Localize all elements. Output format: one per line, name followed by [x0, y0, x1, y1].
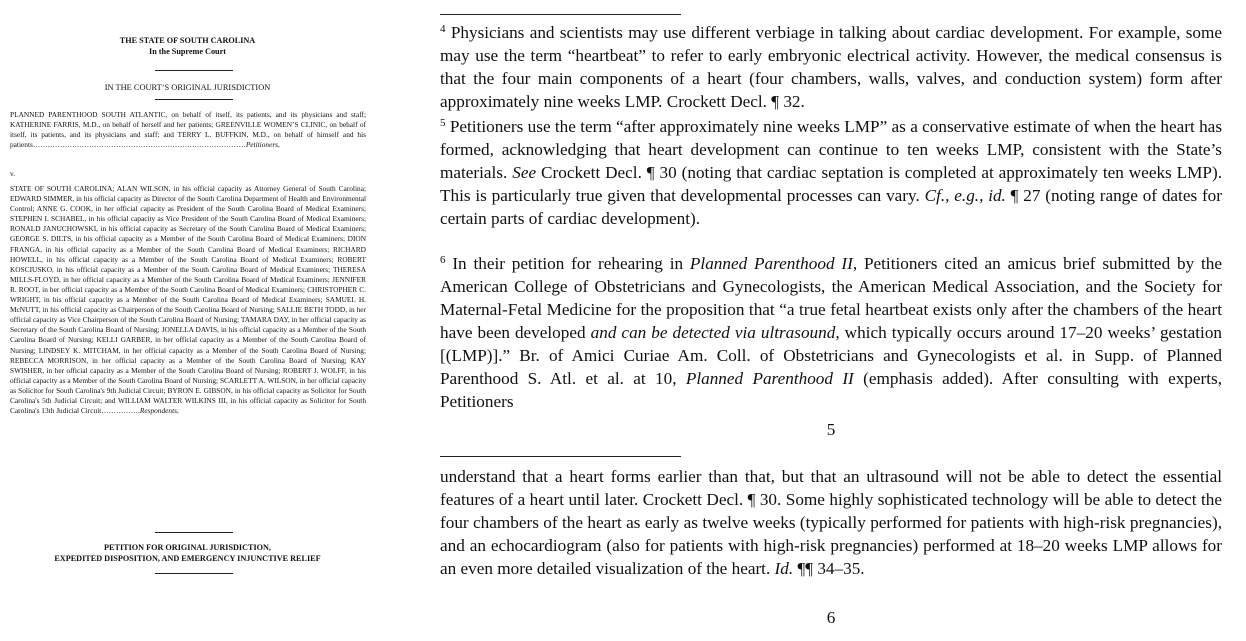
- petition-title-line-2: EXPEDITED DISPOSITION, AND EMERGENCY INJUNCTIVE RELIEF: [54, 554, 321, 563]
- citation-signal: Cf., e.g., id.: [924, 186, 1006, 205]
- citation-signal: Id.: [774, 559, 794, 578]
- footnote-text: understand that a heart forms earlier than that, but that an ultrasound will not be able to detect the essential features of a heart until later. Crockett Decl. ¶ 30. Some highly sophisticated technology will be able to detect the four chambers of the heart as early as twelve weeks (typically performed for patients with high-risk pregnancies), and an echocardiogram (also for patients with high-risk pregnancies) performed at 18–20 weeks LMP allows for an even more detailed visualization of the heart.: [440, 467, 1222, 578]
- respondents-block: [10, 184, 366, 416]
- footnote-text: Petitioners use the term “after approximately nine weeks LMP” as a conservative estimate of when the heart has formed, acknowledging that heart development can continue to ten weeks LMP, consistent with the State’s materials.: [440, 117, 1223, 182]
- divider: [155, 99, 233, 100]
- footnote-number: 5: [440, 117, 446, 129]
- footnote-text: , which typically occurs around 17–20 weeks’ gestation [(LMP)].” Br. of Amici Curiae Am. Coll. of Obstetricians and Gynecologists et al. in Supp. of Planned Parenthood S. Atl. et al. at 10,: [440, 323, 1223, 388]
- footnote-text: In their petition for rehearing in: [452, 254, 684, 273]
- divider: [155, 573, 233, 574]
- cover-page: [0, 0, 420, 641]
- page-number: 5: [826, 420, 836, 439]
- respondents-text: STATE OF SOUTH CAROLINA; ALAN WILSON, in his official capacity as Attorney General of South Carolina; EDWARD SIMMER, in his official capacity as Director of the South Carolina Department of Health and Environmental Control; ANNE G. COOK, in her official capacity as President of the South Carolina Board of Medical Examiners; STEPHEN I. SCHABEL, in his official capacity as Vice President of the South Carolina Board of Medical Examiners; RONALD JANUCHOWSKI, in his official capacity as Secretary of the South Carolina Board of Medical Examiners; GEORGE S. DILTS, in his official capacity as a Member of the South Carolina Board of Medical Examiners; DION FRANGA, in his official capacity as a Member of the South Carolina Board of Medical Examiners; RICHARD HOWELL, in his official capacity as a Member of the South Carolina Board of Medical Examiners; ROBERT KOSCIUSKO, in his official capacity as a Member of the South Carolina Board of Medical Examiners; THERESA MILLS-FLOYD, in her official capacity as a Member of the South Carolina Board of Medical Examiners; JENNIFER R. ROOT, in her official capacity as a Member of the South Carolina Board of Medical Examiners; CHRISTOPHER C. WRIGHT, in his official capacity as a Member of the South Carolina Board of Medical Examiners; SAMUEL H. McNUTT, in his official capacity as Chairperson of the South Carolina Board of Nursing; SALLIE BETH TODD, in her official capacity as Vice Chairperson of the South Carolina Board of Nursing; TAMARA DAY, in her official capacity as Secretary of the South Carolina Board of Nursing; JONELLA DAVIS, in his official capacity as a Member of the South Carolina Board of Nursing; KELLI GARBER, in her official capacity as a Member of the South Carolina Board of Nursing; LINDSEY K. MITCHAM, in her official capacity as a Member of the South Carolina Board of Nursing; REBECCA MORRISON, in her official capacity as a Member of the South Carolina Board of Nursing; KAY SWISHER, in her official capacity as a Member of the South Carolina Board of Nursing; ROBERT J. WOLFF, in his official capacity as a Member of the South Carolina Board of Nursing; SCARLETT A. WILSON, in her official capacity as Solicitor for South Carolina's 9th Judicial Circuit; BYRON E. GIBSON, in his official capacity as Solicitor for South Carolina's 5th Judicial Circuit; and WILLIAM WALTER WILKINS III, in his official capacity as Solicitor for South Carolina's 13th Judicial Circuit: [10, 184, 366, 416]
- footnote-text: Physicians and scientists may use different verbiage in talking about cardiac development. For example, some may use the term “heartbeat” to refer to early embryonic electrical activity. However, the medical consensus is that the four main components of a heart (four chambers, walls, valves, and conduction system) form after approximately nine weeks LMP. Crockett Decl. ¶ 32.: [440, 23, 1223, 111]
- footnote-separator: [440, 14, 681, 15]
- citation-signal: See: [512, 163, 537, 182]
- divider: [155, 532, 233, 533]
- emphasis-text: and can be detected via ultrasound: [590, 323, 836, 342]
- versus-label: v.: [10, 169, 16, 178]
- footnotes-section: [440, 0, 1230, 641]
- footnote-6: [440, 252, 1222, 413]
- court-heading: In the Supreme Court: [149, 47, 226, 56]
- jurisdiction-heading: IN THE COURT’S ORIGINAL JURISDICTION: [104, 83, 271, 92]
- page-number: 6: [826, 608, 836, 627]
- footnote-number: 4: [440, 23, 446, 35]
- footnote-text: ¶¶ 34–35.: [797, 559, 865, 578]
- footnote-6-continued: [440, 465, 1222, 580]
- footnote-4: [440, 21, 1222, 113]
- respondents-role: Respondents,: [139, 406, 179, 416]
- footnote-text: ¶ 27 (noting range of dates for certain parts of cardiac development).: [440, 186, 1222, 228]
- footnote-separator: [440, 456, 681, 457]
- petitioners-text: PLANNED PARENTHOOD SOUTH ATLANTIC, on behalf of itself, its patients, and its physicians and staff; KATHERINE FARRIS, M.D., on behalf of herself and her patients; GREENVILLE WOMEN’S CLINIC, on behalf of itself, its patients, and its physicians and staff; and TERRY L. BUFFKIN, M.D., on behalf of himself and his patients: [10, 110, 366, 150]
- petitioners-role: Petitioners,: [245, 140, 280, 150]
- petitioners-block: [10, 110, 366, 150]
- footnote-5: [440, 115, 1222, 230]
- divider: [155, 70, 233, 71]
- petitioners-dots: ……………………………………………………………………………: [32, 140, 246, 150]
- footnote-text: (emphasis added). After consulting with experts, Petitioners: [440, 369, 1222, 411]
- footnote-number: 6: [440, 254, 446, 266]
- case-name: Planned Parenthood II: [689, 254, 853, 273]
- respondents-dots: …………….: [101, 406, 140, 416]
- case-name: Planned Parenthood II: [685, 369, 854, 388]
- footnote-text: Crockett Decl. ¶ 30 (noting that cardiac septation is completed at approximately ten weeks LMP). This is particularly true given that developmental processes can vary.: [440, 163, 1223, 205]
- footnote-text: , Petitioners cited an amicus brief submitted by the American College of Obstetricians and Gynecologists, the American Medical Association, and the Society for Maternal-Fetal Medicine for the proposition that “a true fetal heartbeat exists only after the chambers of the heart have been developed: [440, 254, 1222, 342]
- petition-title-line-1: PETITION FOR ORIGINAL JURISDICTION,: [104, 543, 271, 552]
- state-heading: THE STATE OF SOUTH CAROLINA: [119, 36, 256, 45]
